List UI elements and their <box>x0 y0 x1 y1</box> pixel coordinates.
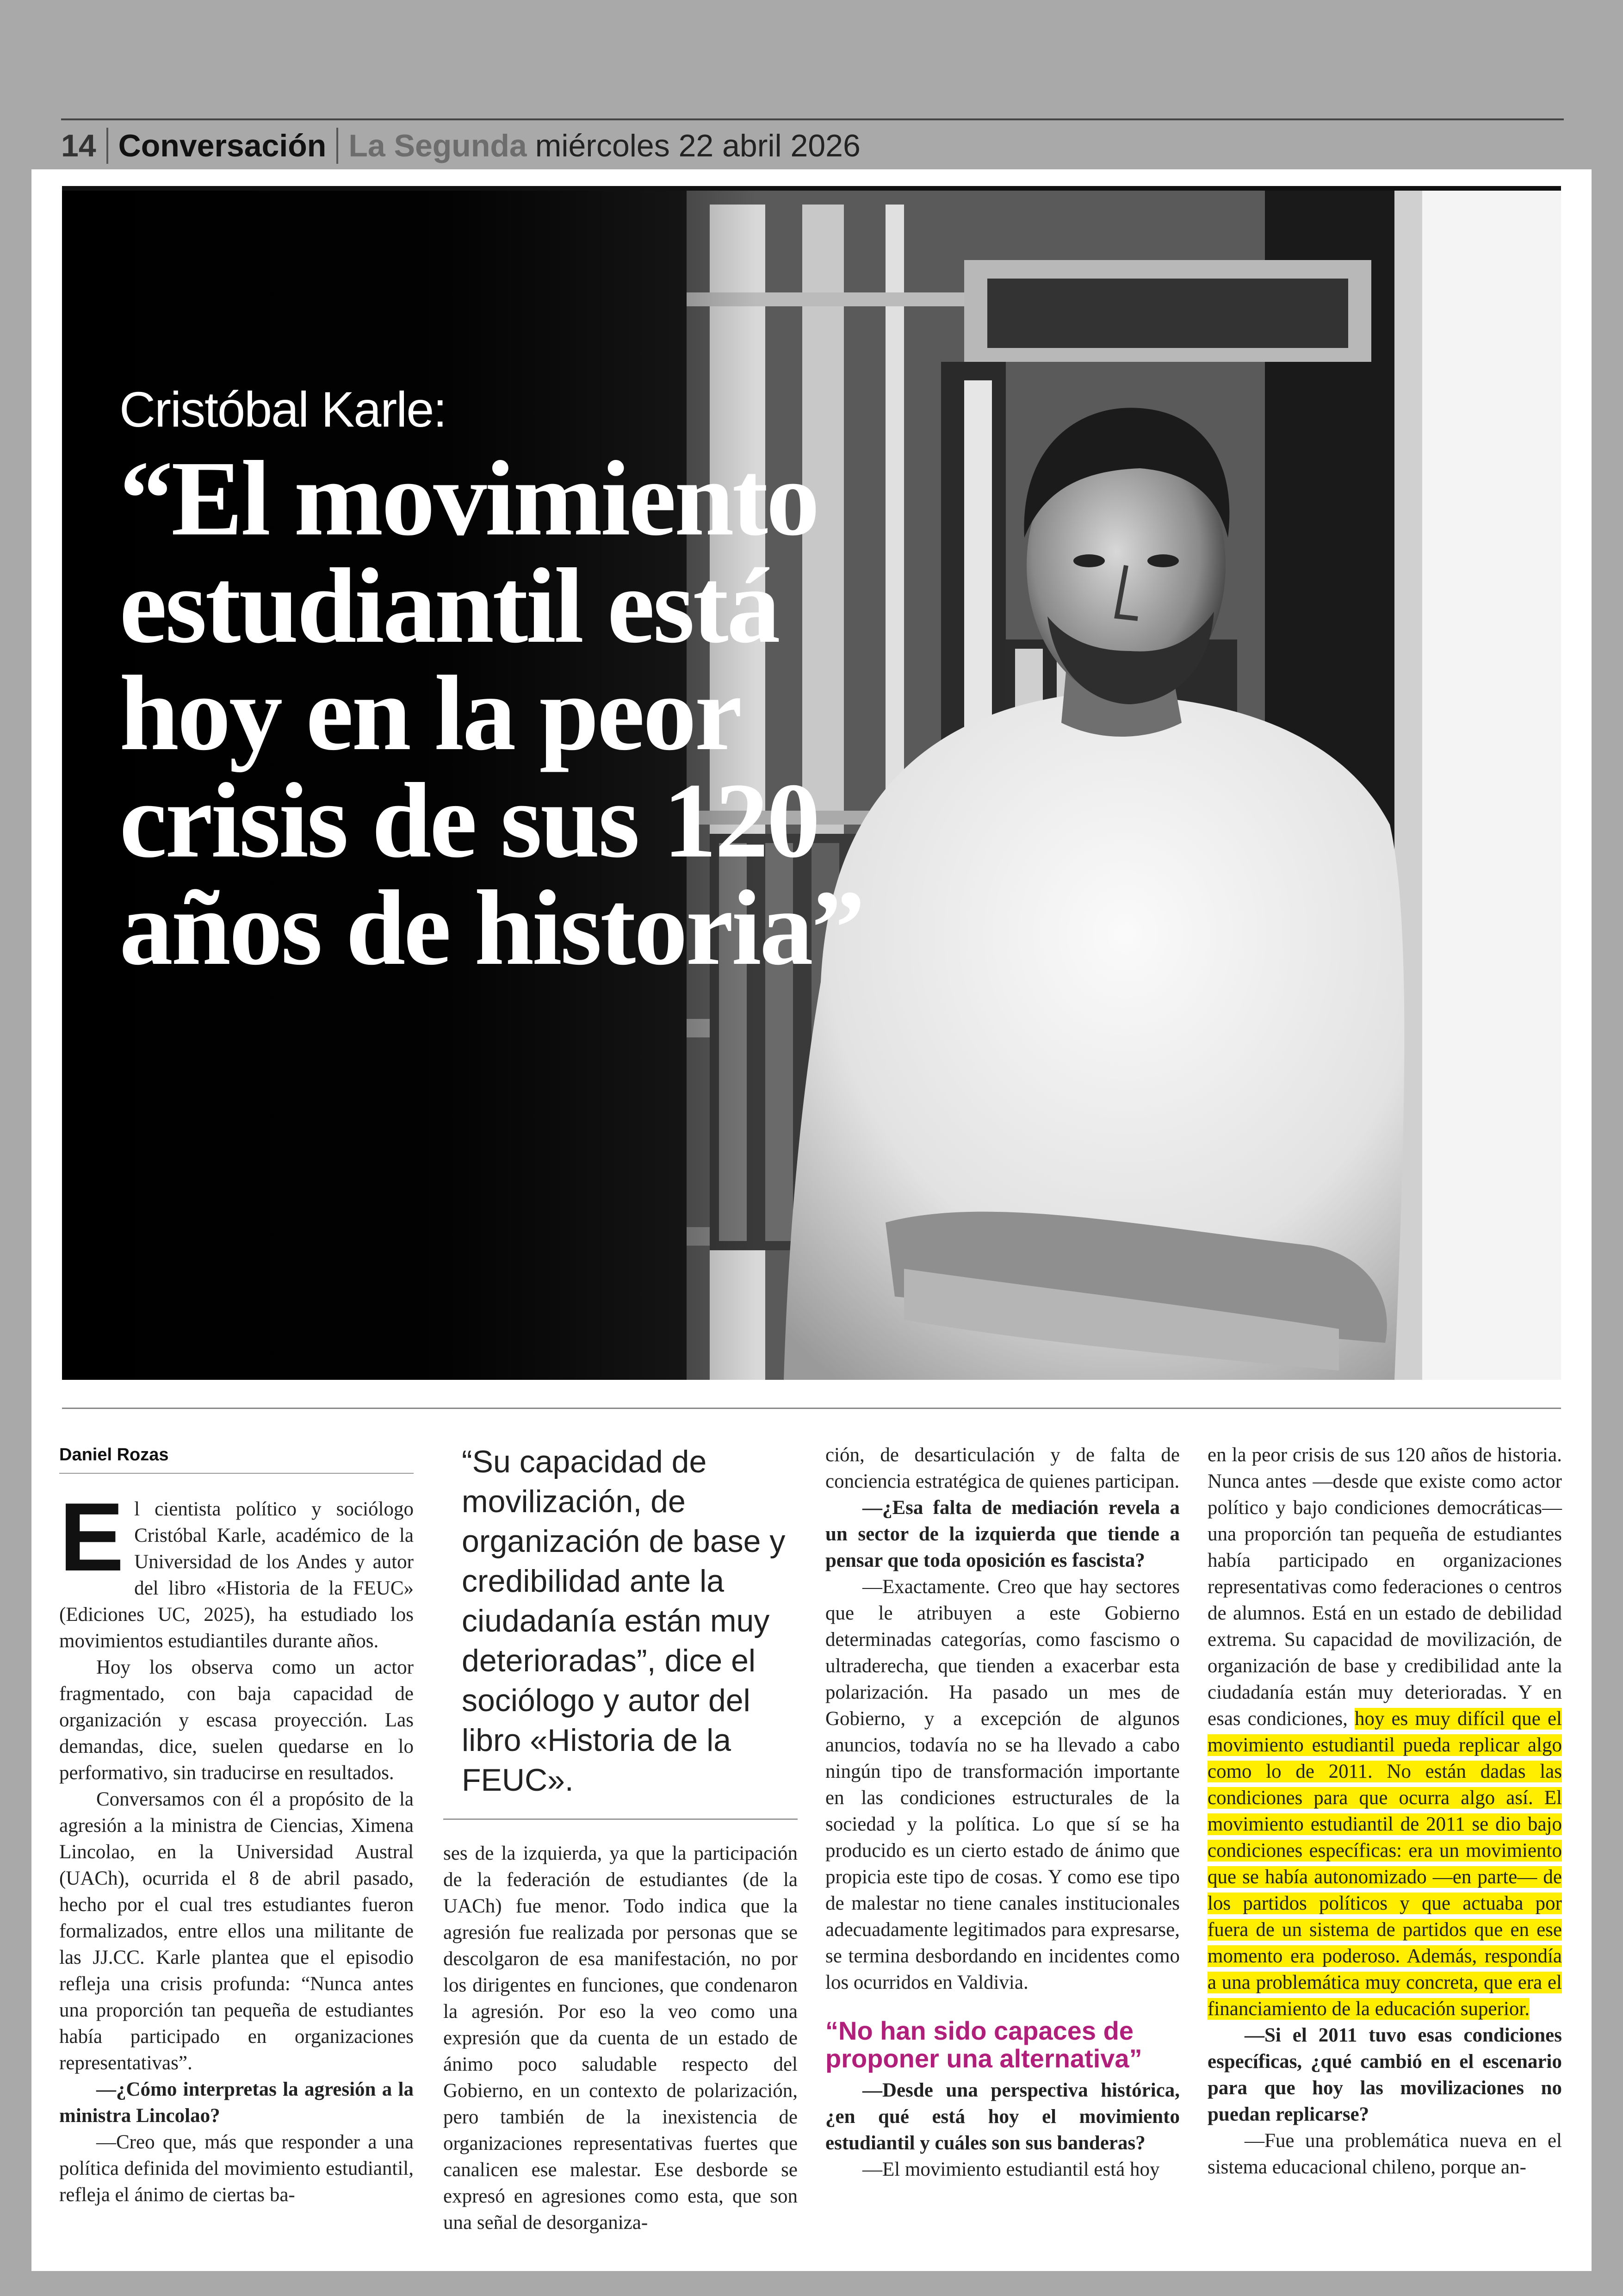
section-name: Conversación <box>118 128 327 163</box>
interview-answer: —El movimiento estudiantil está hoy <box>862 2159 1160 2180</box>
paragraph: ses de la izquierda, ya que la participación de la federación de estudiantes (de la UACh) fue menor. Todo indica que la agresión fue realizada por personas que se descolgaron de esa manifestación, no por los dirigentes en funciones, que condenaron la agresión. Por eso la veo como una expresión que da cuenta de un estado de ánimo poco saludable respecto del Gobierno, en un contexto de polarización, pero también de la inexistencia de organizaciones representativas fuertes que canalicen ese malestar. Ese desborde se expresó en agresiones como esta, que son una señal de desorganiza- <box>443 1843 798 2234</box>
paragraph: ción, de desarticulación y de falta de conciencia estratégica de quienes participan. <box>825 1444 1180 1492</box>
page-sheet <box>31 169 1592 2271</box>
interviewee-kicker: Cristóbal Karle: <box>119 381 446 437</box>
interview-question: —Si el 2011 tuvo esas condiciones específicas, ¿qué cambió en el escenario para que hoy las movilizaciones no puedan replicarse? <box>1208 2024 1562 2125</box>
lead-paragraph <box>59 1483 414 1654</box>
interview-question: —¿Cómo interpretas la agresión a la ministra Lincolao? <box>59 2079 414 2127</box>
drop-cap: E <box>59 1483 124 1591</box>
headline: “El movimiento estudiantil está hoy en la peor crisis de sus 120 años de historia” <box>119 439 863 987</box>
paragraph-text: en la peor crisis de sus 120 años de historia. Nunca antes —desde que existe como actor político y bajo condiciones democráticas— una proporción tan pequeña de estudiantes había participado en organizaciones representativas como federaciones o centros de alumnos. Está en un estado de debilidad extrema. Su capacidad de movilización, de organización de base y credibilidad ante la ciudadanía están muy deterioradas. Y en esas condiciones, <box>1208 1444 1562 1730</box>
page-header <box>61 125 861 167</box>
header-separator <box>336 128 338 164</box>
paragraph: Hoy los observa como un actor fragmentado, con baja capacidad de organización y escasa proyección. Las demandas, dice, suelen quedarse en lo performativo, sin traducirse en resultados. <box>59 1657 414 1784</box>
header-separator <box>106 128 108 164</box>
lead-text: l cientista político y sociólogo Cristóbal Karle, académico de la Universidad de los Andes y autor del libro «Historia de la FEUC» (Ediciones UC, 2025), ha estudiado los movimientos estudiantiles durante años. <box>59 1498 414 1652</box>
section-subhead: “No han sido capaces de proponer una alternativa” <box>825 2016 1142 2073</box>
interview-question: —Desde una perspectiva histórica, ¿en qué está hoy el movimiento estudiantil y cuáles son sus banderas? <box>825 2079 1180 2154</box>
article-column-2 <box>443 1442 798 2236</box>
page-number: 14 <box>61 128 96 163</box>
interview-answer: —Exactamente. Creo que hay sectores que le atribuyen a este Gobierno determinadas categorías, como fascismo o ultraderecha, que tienden a exacerbar esta polarización. Ha pasado un mes de Gobierno, y a excepción de algunos anuncios, todavía no se ha llevado a cabo ningún tipo de transformación importante en las condiciones estructurales de la sociedad y la política. Lo que sí se ha producido es un cierto estado de ánimo que propicia este tipo de cosas. Y como ese tipo de malestar no tiene canales institucionales adecuadamente legitimados para expresarse, se termina desbordando en incidentes como los ocurridos en Valdivia. <box>825 1576 1180 1993</box>
hero-photo <box>62 186 1561 1380</box>
issue-date: miércoles 22 abril 2026 <box>535 128 861 163</box>
header-rule <box>61 118 1564 120</box>
interview-answer: —Fue una problemática nueva en el sistema educacional chileno, porque an- <box>1208 2130 1562 2178</box>
article-column-4 <box>1208 1442 1562 2180</box>
paragraph: Conversamos con él a propósito de la agresión a la ministra de Ciencias, Ximena Lincolao, en la Universidad Austral (UACh), ocurrida el 8 de abril pasado, hecho por el cual tres estudiantes fueron formalizados, entre ellos una militante de las JJ.CC. Karle plantea que el episodio refleja una crisis profunda: “Nunca antes una proporción tan pequeña de estudiantes había participado en organizaciones representativas”. <box>59 1788 414 2074</box>
paragraph <box>1208 1442 1562 2022</box>
pull-quote: “Su capacidad de movilización, de organización de base y credibilidad ante la ciudadanía están muy deterioradas”, dice el sociólogo y autor del libro «Historia de la FEUC». <box>443 1442 798 1820</box>
article-column-3 <box>825 1442 1180 2183</box>
highlighted-passage: hoy es muy difícil que el movimiento estudiantil pueda replicar algo como lo de 2011. No están dadas las condiciones para que ocurra algo así. El movimiento estudiantil de 2011 se dio bajo condiciones específicas: era un movimiento que se había autonomizado —en parte— de los partidos políticos y que actuaba por fuera de un sistema de partidos que en ese momento era poderoso. Además, respondía a una problemática muy concreta, que era el financiamiento de la educación superior. <box>1208 1708 1562 2020</box>
article-column-1 <box>59 1442 414 2208</box>
newspaper-brand: La Segunda <box>348 128 527 163</box>
byline: Daniel Rozas <box>59 1442 414 1474</box>
interview-question: —¿Esa falta de mediación revela a un sector de la izquierda que tiende a pensar que toda oposición es fascista? <box>825 1497 1180 1571</box>
hero-top-rule <box>62 186 1561 191</box>
interview-answer: —Creo que, más que responder a una política definida del movimiento estudiantil, refleja el ánimo de ciertas ba- <box>59 2131 414 2206</box>
hero-bottom-rule <box>62 1408 1561 1409</box>
